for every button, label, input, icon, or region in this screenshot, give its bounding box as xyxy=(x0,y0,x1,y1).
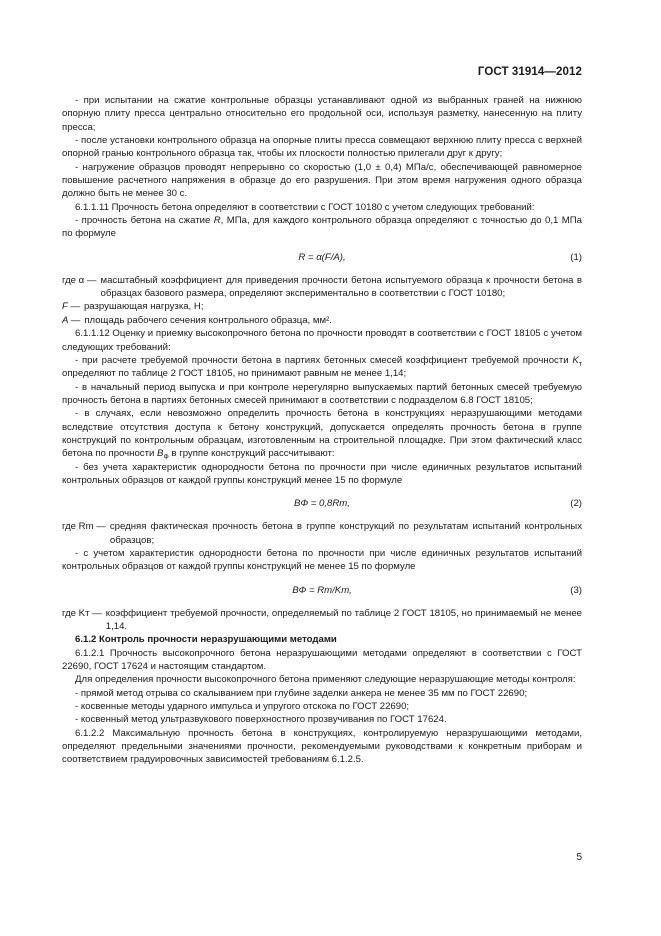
formula-expression: BФ = Rm/Kт, xyxy=(292,584,352,596)
list-item: - косвенный метод ультразвукового поверхностного прозвучивания по ГОСТ 17624. xyxy=(75,714,447,726)
paragraph xyxy=(62,354,582,381)
page-number: 5 xyxy=(576,852,582,863)
where-definition: масштабный коэффициент для приведения прочности бетона испытуемого образца к прочности бетона в образцах базового размера, определяют экспериментально в соответствии с ГОСТ 10180; xyxy=(100,274,582,300)
paragraph xyxy=(62,407,582,460)
where-definition: коэффициент требуемой прочности, определяемый по таблице 2 ГОСТ 18105, но принимаемый не менее 1,14. xyxy=(105,607,582,632)
text-run: , МПа, для каждого контрольного образца определяют с точностью до 0,1 МПа по формуле xyxy=(62,215,583,240)
text-run: - в случаях, если невозможно определить прочность бетона в конструкциях неразрушающими методами вследствие отсутствия доступа к бетону конструкций, допускается определять прочность бетона в группе конструкций по контрольным образцам, изготовленным на строительной площадке. При этом фактический класс бетона по прочности xyxy=(62,408,582,460)
text-run: - при расчете требуемой прочности бетона в партиях бетонных смесей коэффициент требуемой прочности xyxy=(75,354,573,366)
clause-6-1-2-1: 6.1.2.1 Прочность высокопрочного бетона неразрушающими методами определяют в соответствии с ГОСТ 22690, ГОСТ 17624 и настоящим стандартом. xyxy=(62,647,582,673)
formula-number: (2) xyxy=(570,498,582,510)
document-body xyxy=(62,94,582,767)
document-code-header: ГОСТ 31914—2012 xyxy=(477,66,582,78)
where-definition: разрушающая нагрузка, Н; xyxy=(83,301,204,313)
where-entry xyxy=(62,607,582,634)
where-symbol: где α — xyxy=(62,274,97,286)
list-item: - косвенные методы ударного импульса и упругого отскока по ГОСТ 22690; xyxy=(75,701,410,713)
formula-2 xyxy=(62,494,582,514)
formula-number: (3) xyxy=(570,584,582,596)
subscript: т xyxy=(578,360,582,368)
paragraph: - нагружение образцов проводят непрерывно со скоростью (1,0 ± 0,4) МПа/с, обеспечивающей равномерное повышение расчетного напряжения в образце до его разрушения. При этом время нагружения одного образца должно быть не менее 30 с. xyxy=(62,161,582,200)
paragraph: - без учета характеристик однородности бетона по прочности при числе единичных результатов испытаний контрольных образцов от каждой группы конструкций менее 15 по формуле xyxy=(62,461,582,486)
where-symbol: где Rm — xyxy=(62,521,106,533)
where-definition xyxy=(84,314,582,327)
symbol-f: F — xyxy=(62,301,80,313)
clause-6-1-1-12: 6.1.1.12 Оценку и приемку высокопрочного бетона по прочности проводят в соответствии с ГОСТ 18105 с учетом следующих требований: xyxy=(62,328,582,353)
where-entry xyxy=(62,274,582,301)
paragraph: Для определения прочности высокопрочного бетона применяют следующие неразрушающие методы контроля: xyxy=(75,674,576,686)
symbol-r: R xyxy=(213,215,221,227)
formula-expression: R = α(F/A), xyxy=(298,251,346,263)
text-run: . xyxy=(329,314,332,326)
paragraph: - при испытании на сжатие контрольные образцы устанавливают одной из выбранных граней на нижнюю опорную плиту пресса центрально относительно его продольной оси, используя разметку, нанесенную на плиту пресса; xyxy=(62,95,582,133)
formula-number: (1) xyxy=(570,251,582,263)
where-entry xyxy=(62,520,582,547)
text-run: определяют по таблице 2 ГОСТ 18105, но принимают равным не менее 1,14; xyxy=(62,368,407,380)
paragraph: - после установки контрольного образца на опорные плиты пресса совмещают верхнюю плиту пресса с верхней опорной гранью контрольного образца так, чтобы их плоскости полностью прилегали друг к другу; xyxy=(62,135,582,160)
text-run: в группе конструкций рассчитывают: xyxy=(168,448,335,460)
clause-6-1-2-2: 6.1.2.2 Максимальную прочность бетона в конструкциях, контролируемую неразрушающими методами, определяют предельными значениями прочности, рекомендуемыми руководствами к конкретным приборам и соответствием градуировочных зависимостей требованиям 6.1.2.5. xyxy=(62,727,582,766)
where-entry xyxy=(62,314,582,327)
where-definition: средняя фактическая прочность бетона в группе конструкций по результатам испытаний контрольных образцов; xyxy=(109,521,582,546)
text-run: - прочность бетона на сжатие xyxy=(75,215,214,227)
paragraph: - с учетом характеристик однородности бетона по прочности при числе единичных результатов испытаний контрольных образцов от каждой группы конструкций не менее 15 по формуле xyxy=(62,547,582,573)
subscript: Ф xyxy=(163,454,169,462)
formula-3 xyxy=(62,581,582,601)
text-run: площадь рабочего сечения контрольного образца, мм² xyxy=(84,314,330,326)
where-symbol: где Kт — xyxy=(62,607,102,619)
where-symbol xyxy=(62,314,84,327)
formula-expression: BФ = 0,8Rm, xyxy=(294,498,350,510)
section-heading: 6.1.2 Контроль прочности неразрушающими методами xyxy=(75,634,337,646)
paragraph xyxy=(62,214,582,241)
symbol-a: A — xyxy=(62,314,81,326)
paragraph: - в начальный период выпуска и при контроле нерегулярно выпускаемых партий бетонных смесей требуемую прочность бетона в партиях бетонных смесей принимают в соответствии с подразделом 6.8 ГОСТ 18105; xyxy=(62,381,582,406)
symbol-b: B xyxy=(157,448,164,460)
clause-6-1-1-11: 6.1.1.11 Прочность бетона определяют в соответствии с ГОСТ 10180 с учетом следующих требований: xyxy=(75,201,535,213)
where-symbol xyxy=(62,300,84,313)
where-entry xyxy=(62,300,582,313)
list-item: - прямой метод отрыва со скалыванием при глубине заделки анкера не менее 35 мм по ГОСТ 22690; xyxy=(75,687,528,699)
formula-1 xyxy=(62,248,582,268)
symbol-k: K xyxy=(572,354,579,366)
